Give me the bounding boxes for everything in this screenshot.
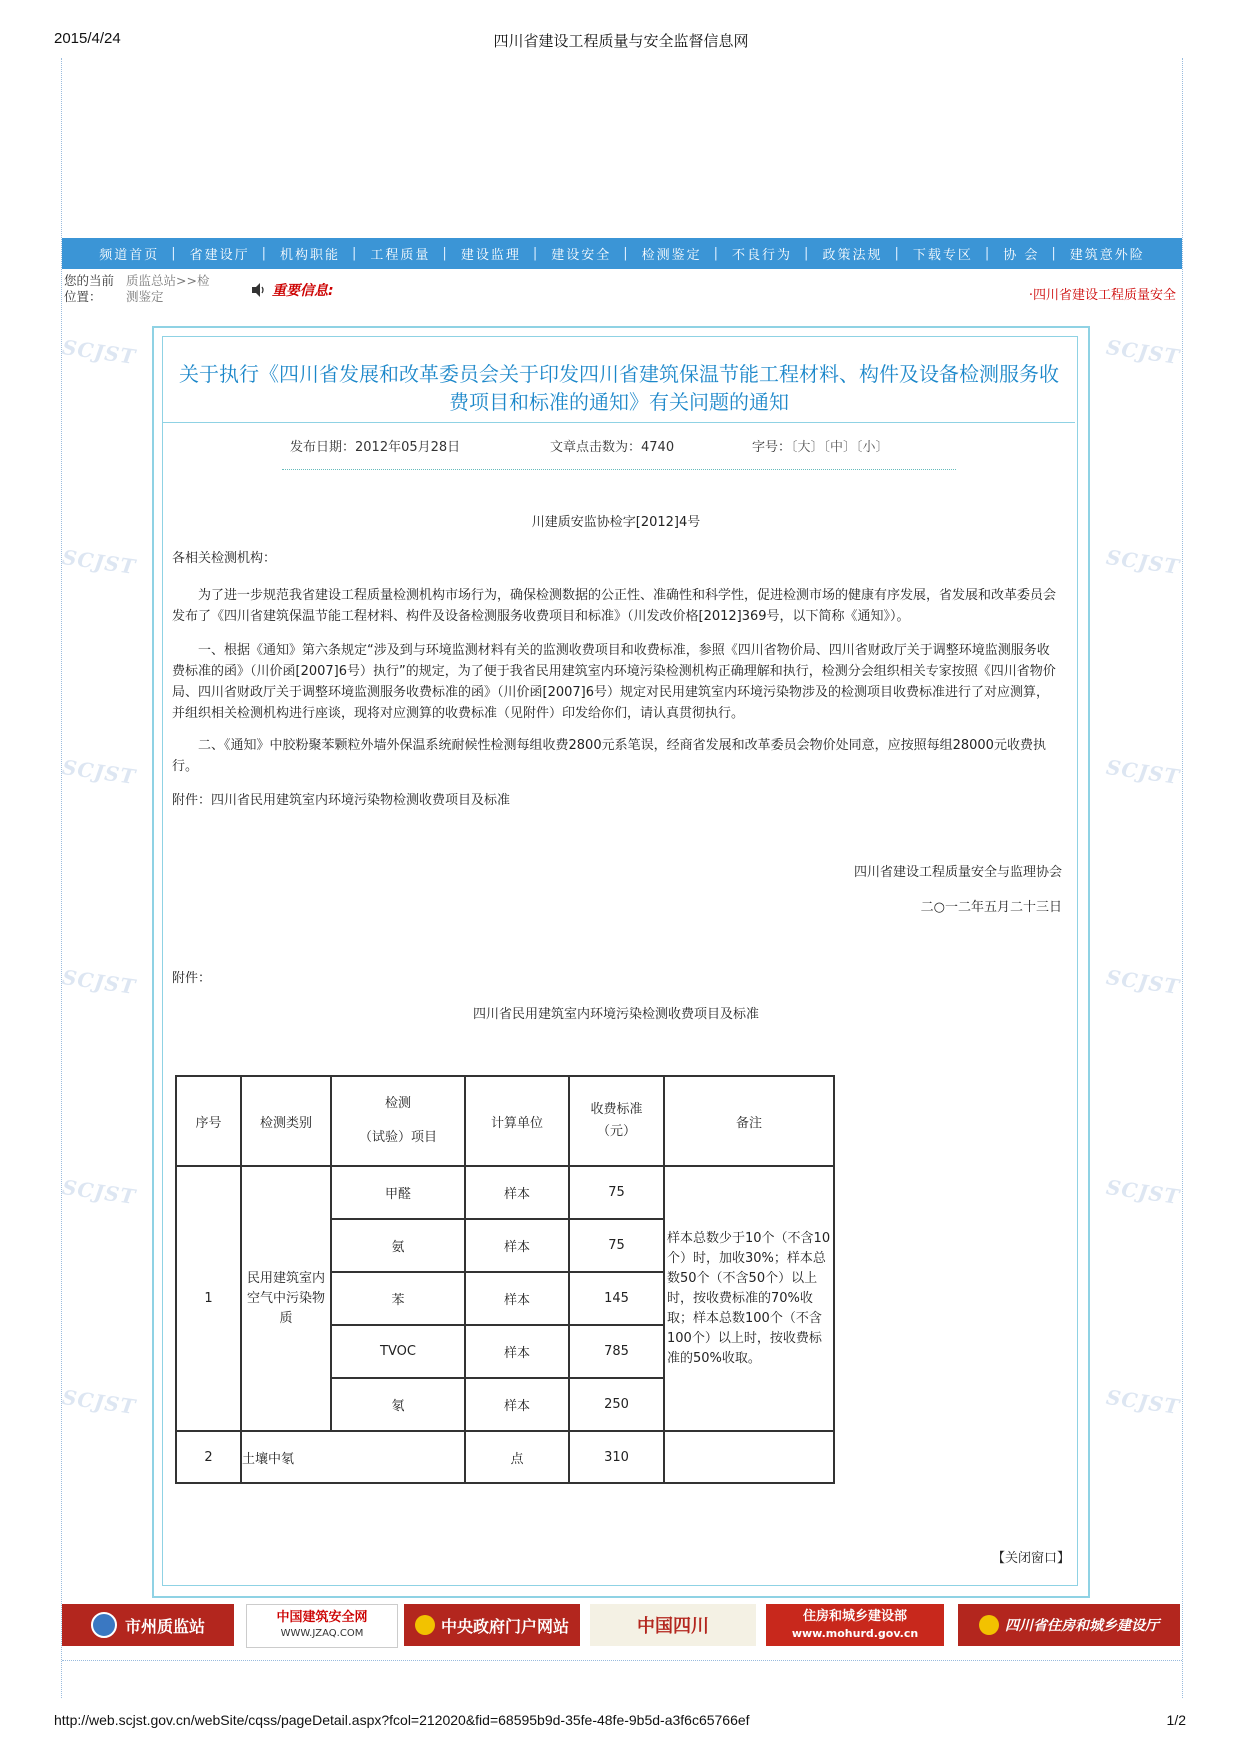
nav-item[interactable]: 省建设厅 — [189, 248, 250, 263]
nav-item[interactable]: 检测鉴定 — [641, 248, 702, 263]
publish-date: 发布日期：2012年05月28日 — [290, 440, 461, 455]
nav-separator: | — [171, 246, 178, 261]
banner-city-station[interactable] — [62, 1604, 234, 1646]
print-page-number: 1/2 — [1166, 1712, 1186, 1728]
row2-no: 2 — [176, 1431, 241, 1483]
scjst-watermark: SCJST — [1104, 1174, 1182, 1210]
scjst-watermark: SCJST — [1104, 1384, 1182, 1420]
nav-item[interactable]: 不良行为 — [732, 248, 793, 263]
nav-item[interactable]: 建筑意外险 — [1069, 248, 1145, 263]
header-item-line2: （试验）项目 — [358, 1130, 437, 1145]
nav-item[interactable]: 政策法规 — [822, 248, 883, 263]
fee-cell: 785 — [569, 1325, 664, 1378]
title-divider — [163, 422, 1075, 423]
nav-separator: | — [261, 246, 268, 261]
scrolling-news[interactable]: ·四川省建设工程质量安全 — [1028, 288, 1176, 303]
banner-gov-portal-label: 中央政府门户网站 — [440, 1616, 569, 1636]
row2-unit: 点 — [465, 1431, 569, 1483]
main-nav-bar — [62, 238, 1182, 269]
sign-date: 二○一二年五月二十三日 — [920, 900, 1062, 915]
unit-cell: 样本 — [465, 1325, 569, 1378]
print-url: http://web.scjst.gov.cn/webSite/cqss/pageDetail.aspx?fcol=212020&fid=68595b9d-35fe-48fe-9b5d-a3f6c65766ef — [54, 1712, 750, 1728]
item-cell: 苯 — [331, 1272, 465, 1325]
breadcrumb-path[interactable]: 质监总站>>检测鉴定 — [126, 273, 210, 304]
bottom-divider — [62, 1660, 1182, 1661]
table-header-row — [176, 1076, 834, 1166]
click-count: 文章点击数为：4740 — [550, 440, 675, 455]
group1-remark: 样本总数少于10个（不含10个）时，加收30%；样本总数50个（不含50个）以上时，按收费标准的70%收取；样本总数100个（不含100个）以上时，按收费标准的50%收取。 — [664, 1166, 834, 1431]
unit-cell: 样本 — [465, 1219, 569, 1272]
banner-china-sichuan[interactable] — [590, 1604, 756, 1646]
scjst-watermark: SCJST — [1104, 544, 1182, 580]
scjst-watermark: SCJST — [60, 964, 138, 1000]
header-fee-line2: （元） — [596, 1124, 636, 1139]
nav-item[interactable]: 协 会 — [1003, 248, 1040, 263]
nav-separator: | — [623, 246, 630, 261]
header-unit: 计算单位 — [465, 1076, 569, 1166]
page-border-left — [61, 58, 62, 1698]
banner-china-sichuan-label: 中国四川 — [637, 1616, 709, 1637]
document-number: 川建质安监协检字[2012]4号 — [531, 515, 701, 530]
table-row — [176, 1431, 834, 1483]
nav-separator: | — [352, 246, 359, 261]
unit-cell: 样本 — [465, 1378, 569, 1431]
unit-cell: 样本 — [465, 1272, 569, 1325]
row2-remark — [664, 1431, 834, 1483]
signature: 四川省建设工程质量安全与监理协会 — [853, 865, 1062, 880]
nav-item[interactable]: 建设监理 — [460, 248, 521, 263]
salutation: 各相关检测机构： — [172, 551, 277, 566]
banner-jzaq-url: WWW.JZAQ.COM — [280, 1628, 364, 1639]
scjst-watermark: SCJST — [1104, 334, 1182, 370]
article-title: 关于执行《四川省发展和改革委员会关于印发四川省建筑保温节能工程材料、构件及设备检测服务收费项目和标准的通知》有关问题的通知 — [179, 362, 1059, 414]
group1-no: 1 — [176, 1166, 241, 1431]
fee-cell: 75 — [569, 1166, 664, 1219]
attachment-line: 附件：四川省民用建筑室内环境污染物检测收费项目及标准 — [172, 793, 511, 808]
header-category: 检测类别 — [241, 1076, 331, 1166]
fee-cell: 250 — [569, 1378, 664, 1431]
header-fee-line1: 收费标准 — [590, 1102, 643, 1117]
nav-separator: | — [713, 246, 721, 261]
header-fee — [569, 1076, 664, 1166]
banner-city-station-label: 市州质监站 — [124, 1616, 205, 1636]
national-emblem-icon — [415, 1615, 435, 1635]
font-size-control — [752, 436, 889, 455]
scjst-watermark: SCJST — [60, 334, 138, 370]
fee-cell: 145 — [569, 1272, 664, 1325]
nav-item[interactable]: 建设安全 — [551, 248, 612, 263]
nav-separator: | — [532, 246, 540, 261]
nav-separator: | — [1051, 246, 1058, 261]
table-title: 四川省民用建筑室内环境污染检测收费项目及标准 — [472, 1007, 759, 1022]
header-item — [331, 1076, 465, 1166]
table-row — [176, 1166, 834, 1219]
group1-category: 民用建筑室内空气中污染物质 — [241, 1166, 331, 1431]
row2-category: 土壤中氡 — [241, 1431, 465, 1483]
scjst-watermark: SCJST — [1104, 754, 1182, 790]
item-cell: 甲醛 — [331, 1166, 465, 1219]
row2-fee: 310 — [569, 1431, 664, 1483]
banner-mohurd[interactable] — [766, 1604, 944, 1646]
item-cell: 氡 — [331, 1378, 465, 1431]
print-title: 四川省建设工程质量与安全监督信息网 — [493, 33, 749, 50]
scjst-watermark: SCJST — [60, 754, 138, 790]
banner-jzaq-label: 中国建筑安全网 — [276, 1610, 368, 1625]
nav-item[interactable]: 频道首页 — [99, 248, 160, 263]
paragraph-2: 一、根据《通知》第六条规定“涉及到与环境监测材料有关的监测收费项目和收费标准，参照《四川省物价局、四川省财政厅关于调整环境监测服务收费标准的函》（川价函[2007]6号）执行”的规定，为了便于我省民用建筑室内环境污染检测机构正确理解和执行，检测分会组织相关专家按照《四川省物价局、四川省财政厅关于调整环境监测服务收费标准的函》（川价函[2007]6号）规定对民用建筑室内环境污染物涉及的检测项目收费标准进行了对应测算，并组织相关检测机构进行座谈，现将对应测算的收费标准（见附件）印发给你们，请认真贯彻执行。 — [172, 643, 1056, 721]
nav-separator: | — [984, 246, 992, 261]
nav-item[interactable]: 工程质量 — [370, 248, 431, 263]
nav-item[interactable]: 机构职能 — [280, 248, 341, 263]
scjst-watermark: SCJST — [60, 1384, 138, 1420]
nav-separator: | — [442, 246, 449, 261]
font-size-label: 字号： — [752, 440, 792, 455]
breadcrumb-label: 您的当前位置： — [64, 273, 115, 304]
banner-sichuan-housing-label: 四川省住房和城乡建设厅 — [1005, 1618, 1159, 1634]
close-window-link[interactable]: 【关闭窗口】 — [991, 1551, 1070, 1566]
header-item-line1: 检测 — [384, 1096, 411, 1111]
banner-sichuan-housing[interactable] — [958, 1604, 1180, 1646]
breadcrumb — [64, 273, 218, 305]
header-remark: 备注 — [664, 1076, 834, 1166]
page-border-right — [1182, 58, 1183, 1698]
banner-mohurd-url: www.mohurd.gov.cn — [791, 1627, 919, 1640]
fee-cell: 75 — [569, 1219, 664, 1272]
paragraph-1: 为了进一步规范我省建设工程质量检测机构市场行为，确保检测数据的公正性、准确性和科学性，促进检测市场的健康有序发展，省发展和改革委员会发布了《四川省建筑保温节能工程材料、构件及设备检测服务收费项目和标准》（川发改价格[2012]369号，以下简称《通知》）。 — [172, 588, 1057, 624]
attachment-label: 附件： — [172, 971, 212, 986]
item-cell: TVOC — [331, 1325, 465, 1378]
important-notice — [250, 280, 334, 300]
scjst-watermark: SCJST — [60, 544, 138, 580]
font-size-medium[interactable]: 〔中〕 — [823, 440, 857, 455]
scjst-watermark: SCJST — [60, 1174, 138, 1210]
banner-mohurd-label: 住房和城乡建设部 — [802, 1609, 907, 1624]
banner-gov-portal[interactable] — [404, 1604, 580, 1646]
item-cell: 氨 — [331, 1219, 465, 1272]
scjst-watermark: SCJST — [1104, 964, 1182, 1000]
nav-separator: | — [894, 246, 901, 261]
nav-separator: | — [804, 246, 811, 261]
notice-label: 重要信息: — [272, 283, 334, 299]
meta-divider — [282, 469, 956, 470]
unit-cell: 样本 — [465, 1166, 569, 1219]
header-no: 序号 — [176, 1076, 241, 1166]
fee-table — [175, 1075, 835, 1484]
banner-jzaq[interactable] — [246, 1604, 398, 1648]
nav-item[interactable]: 下载专区 — [912, 248, 973, 263]
national-emblem-icon — [979, 1615, 999, 1635]
globe-icon — [91, 1612, 117, 1638]
print-date: 2015/4/24 — [54, 30, 121, 47]
font-size-small[interactable]: 〔小〕 — [856, 440, 889, 455]
speaker-icon — [250, 282, 266, 298]
font-size-large[interactable]: 〔大〕 — [791, 440, 824, 455]
paragraph-3: 二、《通知》中胶粉聚苯颗粒外墙外保温系统耐候性检测每组收费2800元系笔误，经商省发展和改革委员会物价处同意，应按照每组28000元收费执行。 — [172, 738, 1046, 774]
